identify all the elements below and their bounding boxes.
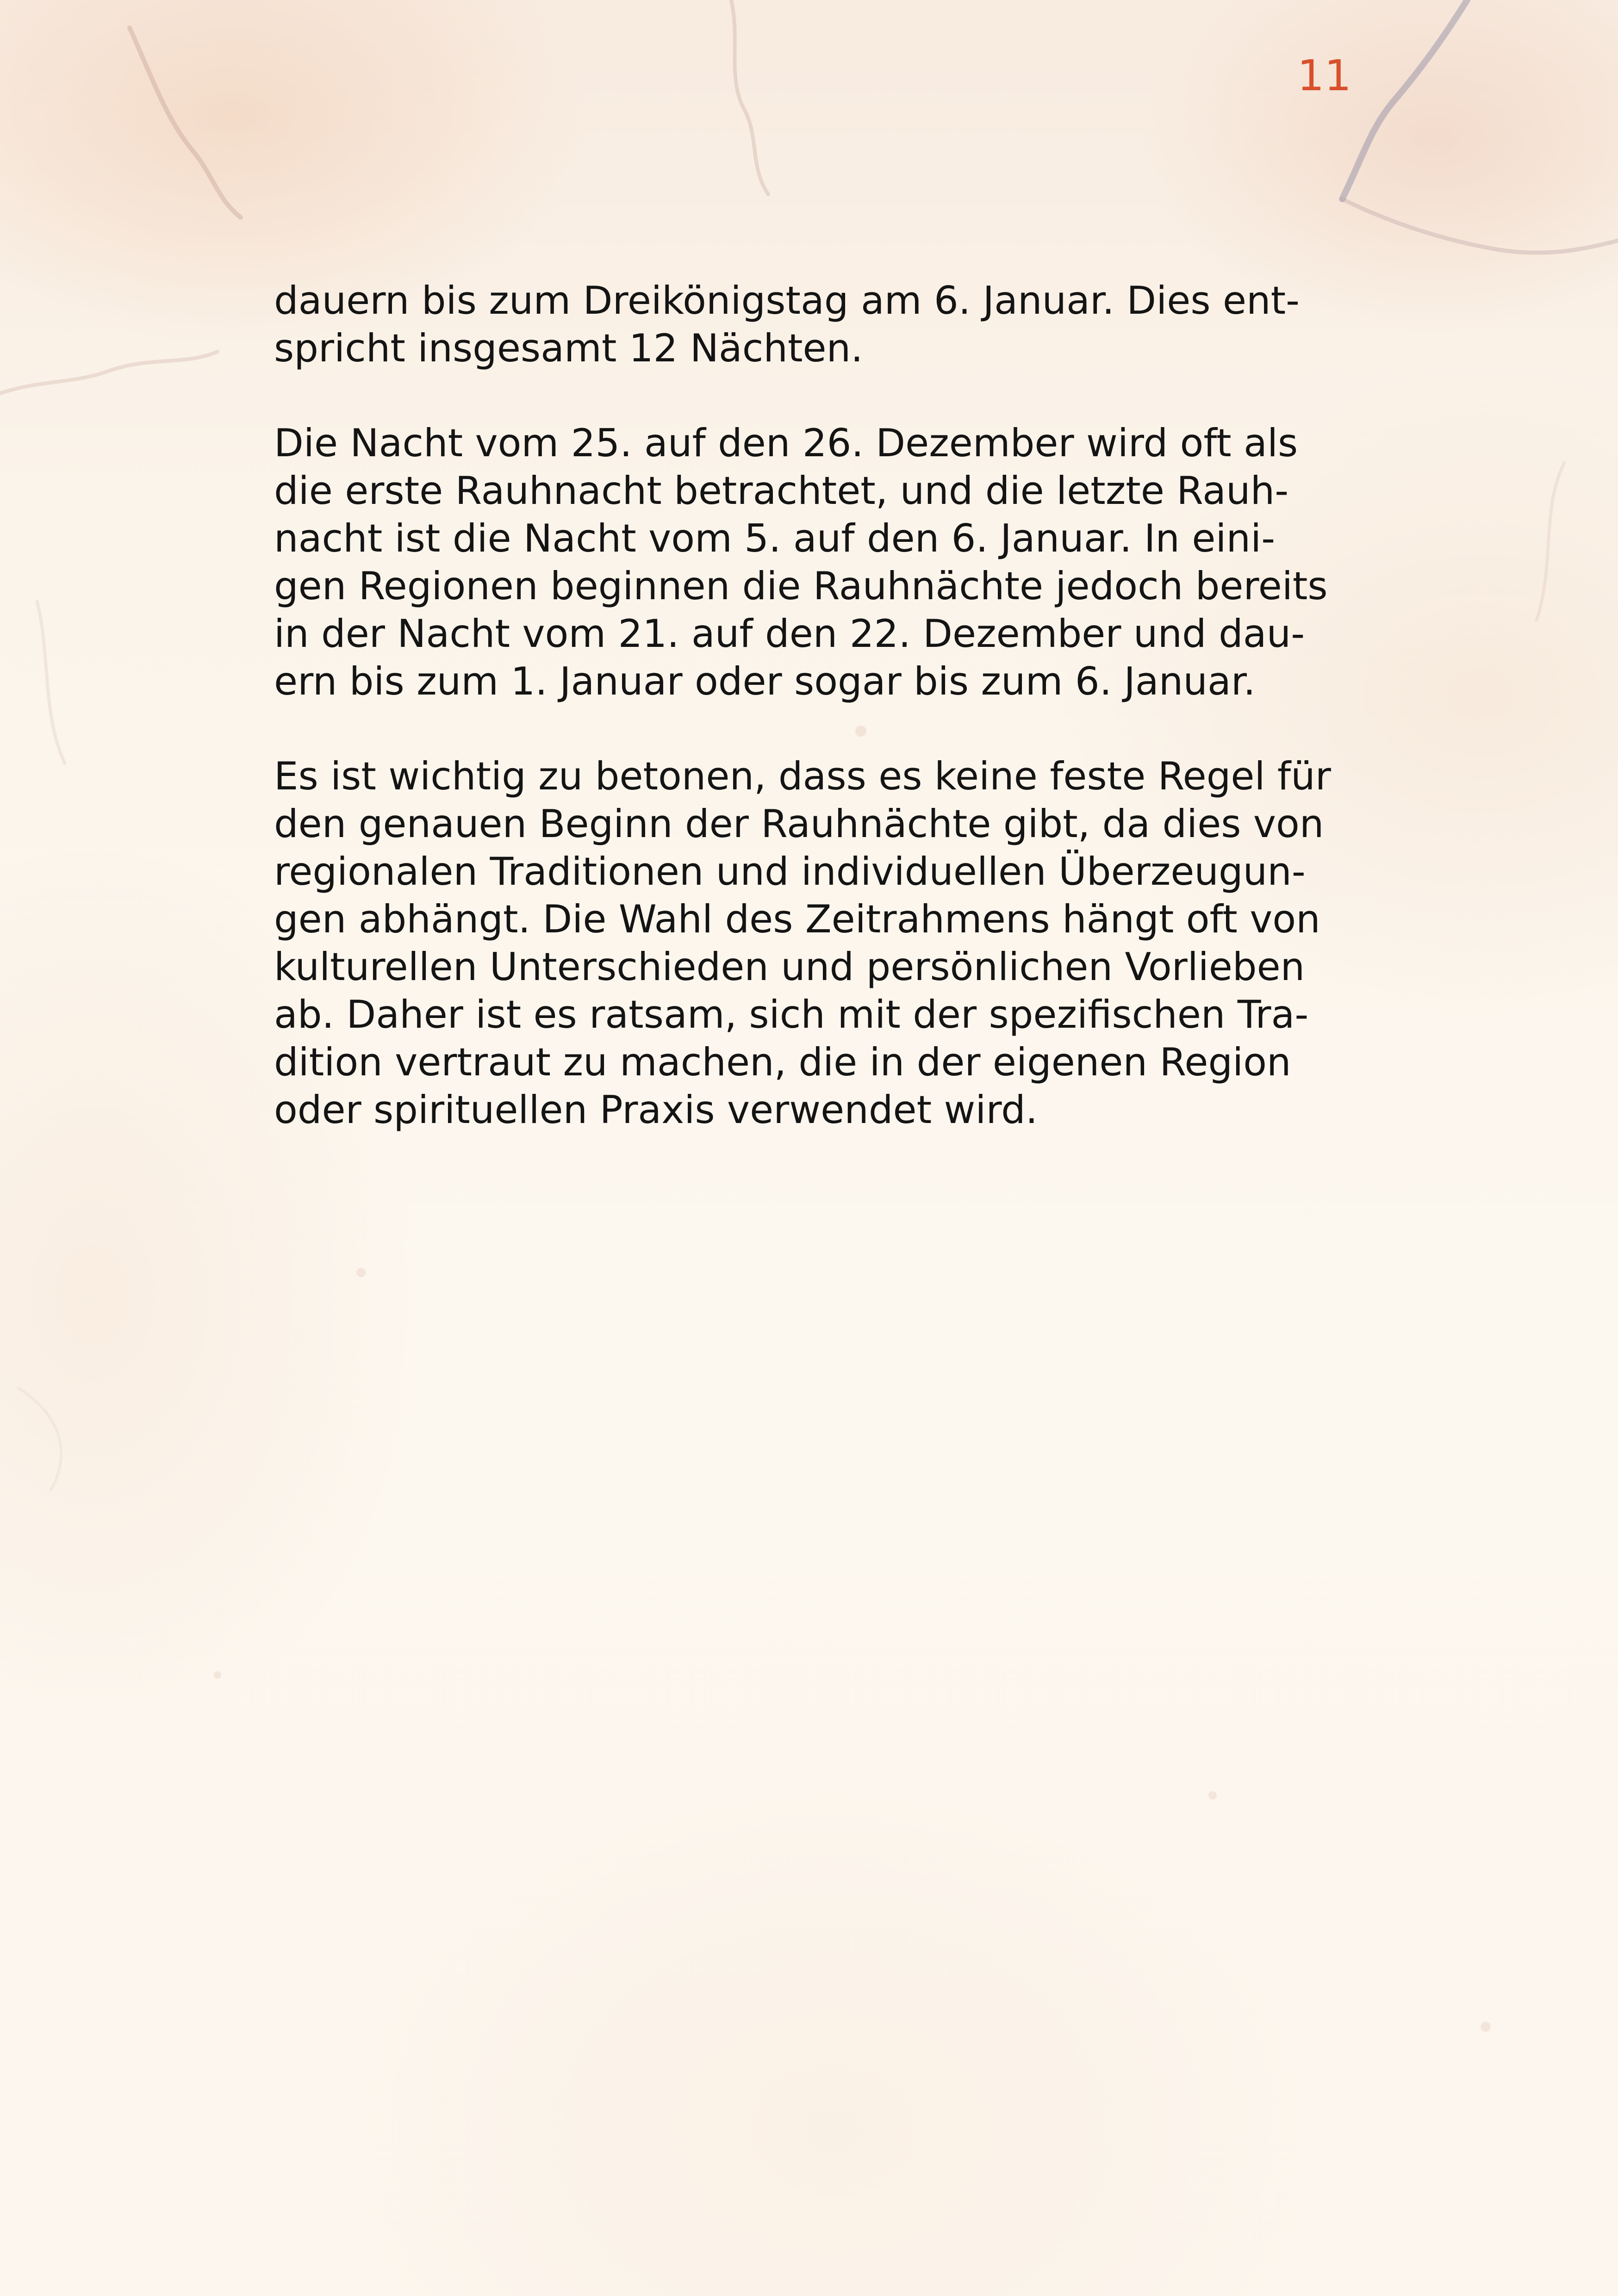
paper-crease xyxy=(37,602,65,763)
text-line: ab. Daher ist es ratsam, sich mit der spezifischen Tra- xyxy=(274,992,1309,1037)
paragraph-1 xyxy=(274,277,1375,372)
paper-crease xyxy=(19,1388,61,1490)
text-line: ern bis zum 1. Januar oder sogar bis zum 6. Januar. xyxy=(274,659,1256,704)
text-line: den genauen Beginn der Rauhnächte gibt, da dies von xyxy=(274,801,1324,846)
paper-crease xyxy=(1342,0,1467,199)
text-line: Die Nacht vom 25. auf den 26. Dezember wird oft als xyxy=(274,421,1298,465)
text-line: Es ist wichtig zu betonen, dass es keine feste Regel für xyxy=(274,754,1331,799)
paper-speck xyxy=(356,1268,366,1277)
paper-crease xyxy=(0,352,218,393)
paragraph-2 xyxy=(274,419,1375,705)
paragraph-3 xyxy=(274,752,1375,1134)
page-number: 11 xyxy=(1297,51,1351,100)
paper-speck xyxy=(214,1671,221,1679)
paper-speck xyxy=(1481,2022,1491,2032)
text-line: die erste Rauhnacht betrachtet, und die letzte Rauh- xyxy=(274,468,1289,513)
paper-crease xyxy=(130,28,241,217)
text-line: nacht ist die Nacht vom 5. auf den 6. Januar. In eini- xyxy=(274,516,1276,561)
paper-speck xyxy=(1208,1791,1217,1800)
text-line: dauern bis zum Dreikönigstag am 6. Januar. Dies ent- xyxy=(274,278,1300,323)
text-line: gen Regionen beginnen die Rauhnächte jedoch bereits xyxy=(274,564,1328,608)
paper-crease xyxy=(731,0,768,194)
text-line: in der Nacht vom 21. auf den 22. Dezember und dau- xyxy=(274,611,1305,656)
text-line: spricht insgesamt 12 Nächten. xyxy=(274,326,863,371)
text-line: gen abhängt. Die Wahl des Zeitrahmens hängt oft von xyxy=(274,897,1320,942)
text-line: oder spirituellen Praxis verwendet wird. xyxy=(274,1087,1038,1132)
text-line: regionalen Traditionen und individuellen Überzeugun- xyxy=(274,849,1306,894)
text-line: kulturellen Unterschieden und persönlichen Vorlieben xyxy=(274,944,1305,989)
paper-crease xyxy=(1537,463,1564,620)
paper-crease xyxy=(1342,199,1618,253)
body-text xyxy=(274,277,1375,1181)
text-line: dition vertraut zu machen, die in der eigenen Region xyxy=(274,1040,1291,1085)
